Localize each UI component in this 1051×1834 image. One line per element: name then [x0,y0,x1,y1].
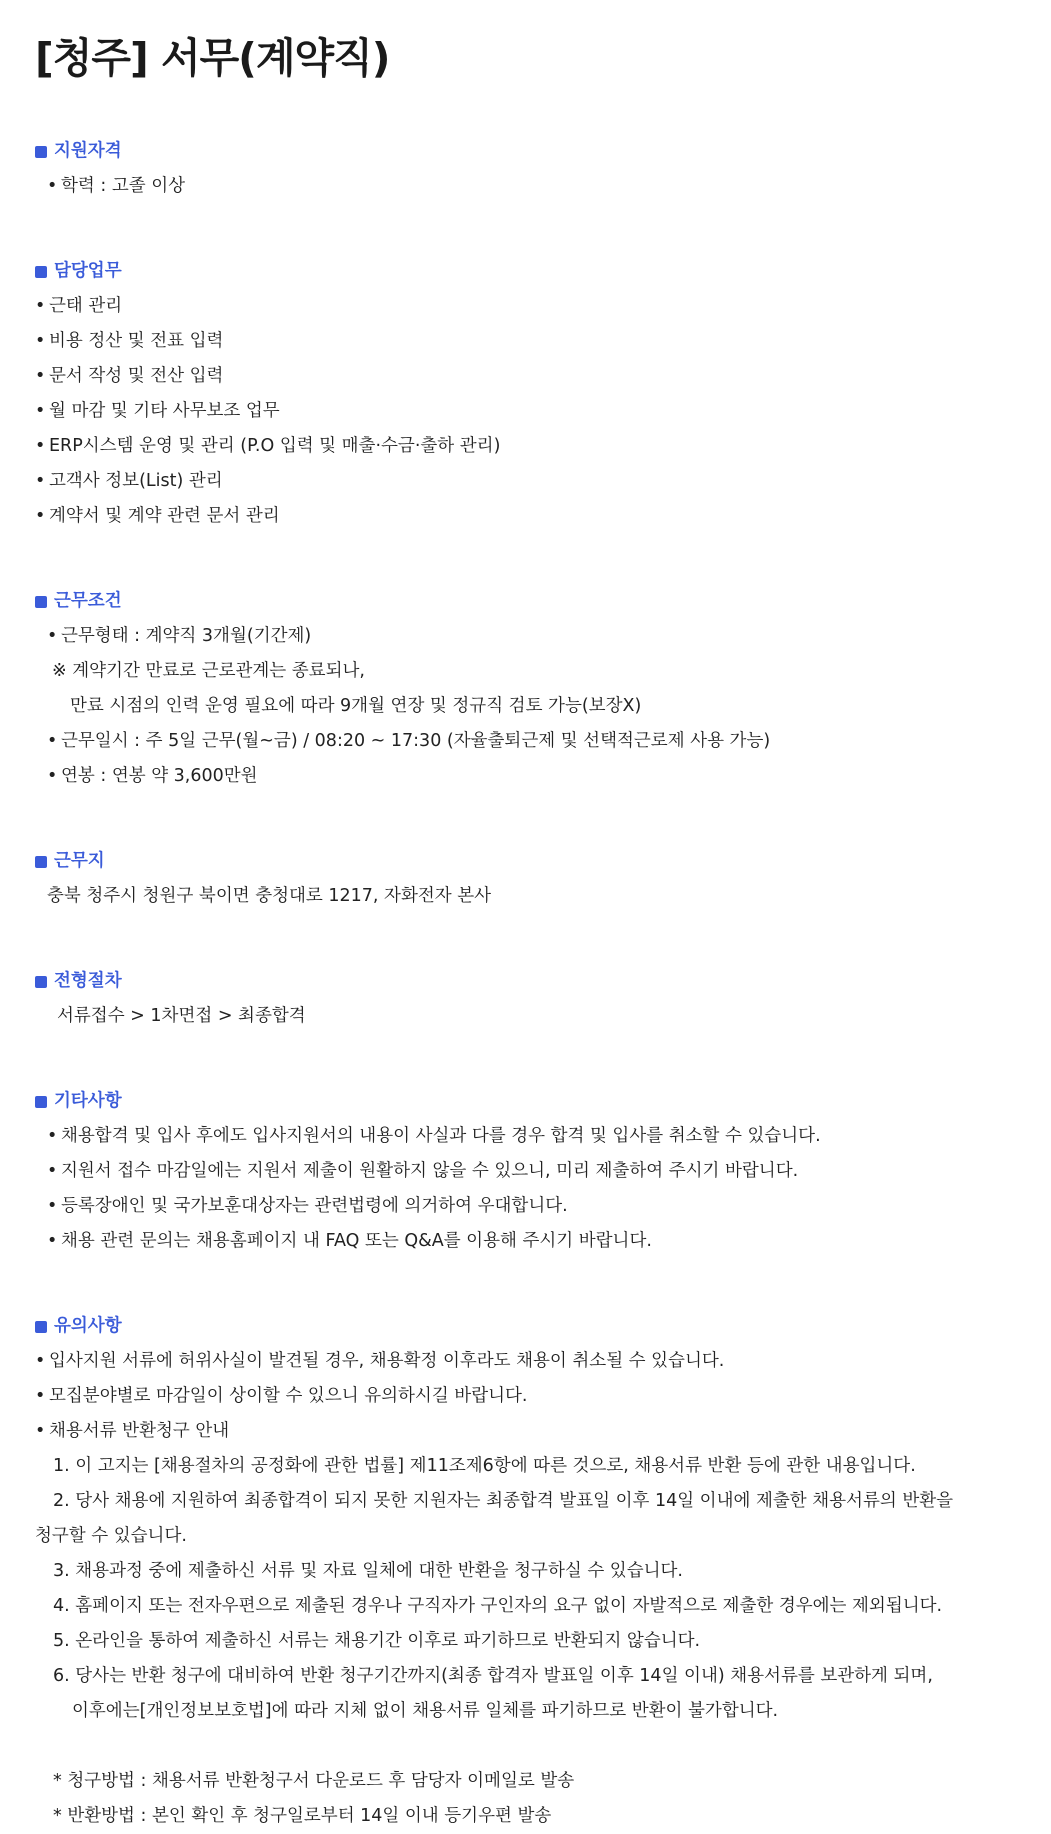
list-item: • 문서 작성 및 전산 입력 [35,359,1051,394]
section-qualification [35,134,1051,204]
numbered-item: 5. 온라인을 통하여 제출하신 서류는 채용기간 이후로 파기하므로 반환되지 않습니다. [53,1631,701,1651]
section-heading: 담당업무 [35,254,1051,289]
list-item: • 채용 관련 문의는 채용홈페이지 내 FAQ 또는 Q&A를 이용해 주시기 바랍니다. [35,1224,1051,1259]
list-item: • ERP시스템 운영 및 관리 (P.O 입력 및 매출·수금·출하 관리) [35,429,1051,464]
page-title: [청주] 서무(계약직) [35,34,390,82]
list-item: • 입사지원 서류에 허위사실이 발견될 경우, 채용확정 이후라도 채용이 취소될 수 있습니다. [35,1344,1051,1379]
numbered-item-continued: 이후에는[개인정보보호법]에 따라 지체 없이 채용서류 일체를 파기하므로 반환이 불가합니다. [72,1701,779,1721]
section-heading: 유의사항 [35,1309,1051,1344]
list-item: • 지원서 접수 마감일에는 지원서 제출이 원활하지 않을 수 있으니, 미리 제출하여 주시기 바랍니다. [35,1154,1051,1189]
square-bullet-icon [35,856,47,868]
contract-note: ※ 계약기간 만료로 근로관계는 종료되나, [52,661,365,681]
numbered-item: 3. 채용과정 중에 제출하신 서류 및 자료 일체에 대한 반환을 청구하실 수 있습니다. [53,1561,683,1581]
numbered-item-continued: 청구할 수 있습니다. [35,1526,187,1546]
square-bullet-icon [35,266,47,278]
salary: • 연봉 : 연봉 약 3,600만원 [35,759,1051,794]
section-heading: 기타사항 [35,1084,1051,1119]
list-item: • 채용합격 및 입사 후에도 입사지원서의 내용이 사실과 다를 경우 합격 및 입사를 취소할 수 있습니다. [35,1119,1051,1154]
request-method: * 청구방법 : 채용서류 반환청구서 다운로드 후 담당자 이메일로 발송 [53,1771,575,1791]
section-process [35,964,1051,1034]
list-item: • 학력 : 고졸 이상 [35,169,1051,204]
work-address: 충북 청주시 청원구 북이면 충청대로 1217, 자화전자 본사 [47,886,492,906]
square-bullet-icon [35,976,47,988]
working-hours: • 근무일시 : 주 5일 근무(월~금) / 08:20 ~ 17:30 (자율출퇴근제 및 선택적근로제 사용 가능) [35,724,1051,759]
numbered-item: 2. 당사 채용에 지원하여 최종합격이 되지 못한 지원자는 최종합격 발표일 이후 14일 이내에 제출한 채용서류의 반환을 [53,1491,954,1511]
list-item: • 고객사 정보(List) 관리 [35,464,1051,499]
list-item: • 채용서류 반환청구 안내 [35,1414,1051,1449]
contract-note-continued: 만료 시점의 인력 운영 필요에 따라 9개월 연장 및 정규직 검토 가능(보장X) [70,696,642,716]
square-bullet-icon [35,1321,47,1333]
section-duties [35,254,1051,534]
section-heading: 전형절차 [35,964,1051,999]
numbered-item: 1. 이 고지는 [채용절차의 공정화에 관한 법률] 제11조제6항에 따른 것으로, 채용서류 반환 등에 관한 내용입니다. [53,1456,916,1476]
square-bullet-icon [35,146,47,158]
list-item: • 월 마감 및 기타 사무보조 업무 [35,394,1051,429]
list-item: • 근태 관리 [35,289,1051,324]
return-method: * 반환방법 : 본인 확인 후 청구일로부터 14일 이내 등기우편 발송 [53,1806,552,1826]
section-heading: 근무지 [35,844,1051,879]
section-heading: 근무조건 [35,584,1051,619]
section-heading: 지원자격 [35,134,1051,169]
selection-steps: 서류접수 > 1차면접 > 최종합격 [57,1006,306,1026]
section-conditions [35,584,1051,794]
list-item: • 비용 정산 및 전표 입력 [35,324,1051,359]
employment-type: • 근무형태 : 계약직 3개월(기간제) [35,619,1051,654]
list-item: • 등록장애인 및 국가보훈대상자는 관련법령에 의거하여 우대합니다. [35,1189,1051,1224]
square-bullet-icon [35,596,47,608]
spacer [35,1729,1051,1764]
numbered-item: 4. 홈페이지 또는 전자우편으로 제출된 경우나 구직자가 구인자의 요구 없이 자발적으로 제출한 경우에는 제외됩니다. [53,1596,943,1616]
section-etc [35,1084,1051,1259]
section-location [35,844,1051,914]
list-item: • 모집분야별로 마감일이 상이할 수 있으니 유의하시길 바랍니다. [35,1379,1051,1414]
square-bullet-icon [35,1096,47,1108]
section-caution [35,1309,1051,1834]
numbered-item: 6. 당사는 반환 청구에 대비하여 반환 청구기간까지(최종 합격자 발표일 이후 14일 이내) 채용서류를 보관하게 되며, [53,1666,933,1686]
list-item: • 계약서 및 계약 관련 문서 관리 [35,499,1051,534]
